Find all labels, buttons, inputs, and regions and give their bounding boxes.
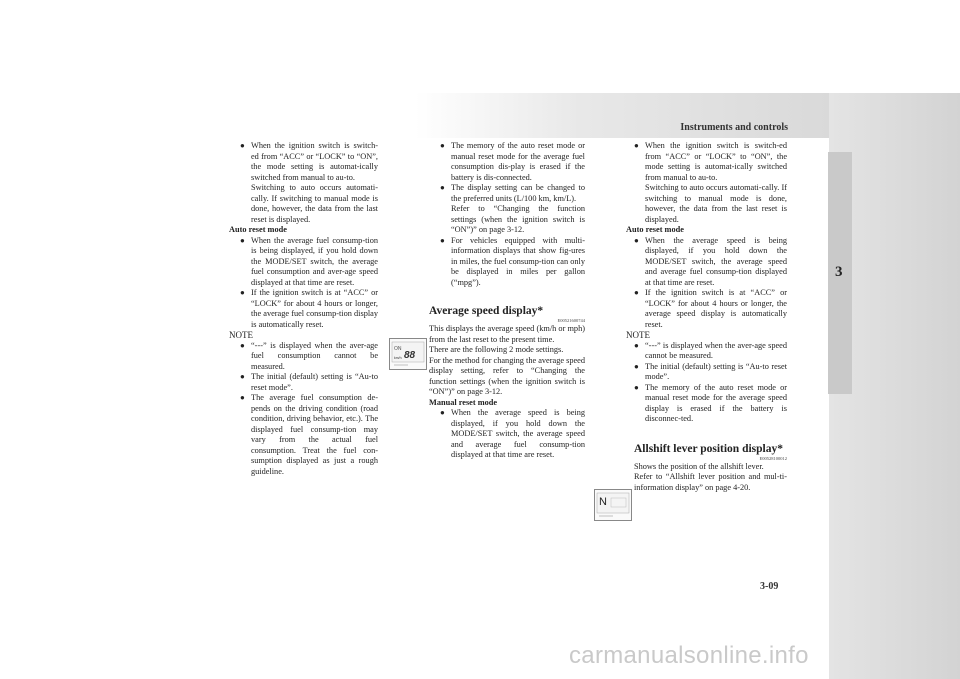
section-average-speed xyxy=(429,305,585,324)
bullet-auto-reset-speed-2: ● If the ignition switch is at “ACC” or “LOCK” for about 4 hours or longer, the average speed display is automatically reset. xyxy=(634,288,787,330)
bullet-memory-erase: ● The memory of the auto reset mode or manual reset mode for the average fuel consumption dis-play is erased if the battery is dis-connected. xyxy=(440,141,585,183)
paragraph-switch-auto: Switching to auto occurs automati-cally. If switching to manual mode is done, however, the data from the last reset is displayed. xyxy=(251,183,378,224)
watermark: carmanualsonline.info xyxy=(569,642,809,669)
icon-unit-text: km/h xyxy=(394,356,402,360)
average-speed-display-icon xyxy=(389,338,427,370)
note-speed-bullet-2: ● The initial (default) setting is “Au-to reset mode”. xyxy=(634,362,787,383)
chapter-tab-number: 3 xyxy=(835,264,843,280)
running-header: Instruments and controls xyxy=(680,122,788,133)
section-code-allshift: E00528100012 xyxy=(759,455,787,461)
heading-manual-reset: Manual reset mode xyxy=(429,397,498,407)
bullet-ignition-switch-speed: ● When the ignition switch is switch-ed from “ACC” or “LOCK” to “ON”, the mode setting is automat-ically switched from manual to au-to. xyxy=(634,141,787,183)
column-1 xyxy=(229,141,378,477)
section-allshift xyxy=(634,443,787,462)
paragraph-refer-settings: Refer to “Changing the function settings (when the ignition switch is “ON”)” on page 3-12. xyxy=(451,204,585,234)
note-heading: NOTE xyxy=(229,330,253,340)
section-title-allshift: Allshift lever position display* xyxy=(634,442,783,455)
note-bullet-3: ● The average fuel consumption de-pends on the driving condition (road condition, driving behavior, etc.). The displayed fuel consump-tion may vary from the actual fuel consumption. Treat the fuel con-sumption displayed as just a rough guideline. xyxy=(240,393,378,477)
paragraph-allshift-refer: Refer to “Allshift lever position and mul-ti-information display” on page 4-20. xyxy=(634,472,787,492)
heading-auto-reset: Auto reset mode xyxy=(229,225,287,234)
note-heading-speed: NOTE xyxy=(626,330,650,340)
allshift-lever-display-icon xyxy=(594,489,632,521)
section-title-average-speed: Average speed display* xyxy=(429,305,544,317)
bullet-auto-reset-speed-1: ● When the average speed is being displayed, if you hold down the MODE/SET switch, the average speed and average fuel consump-tion displayed at that time are reset. xyxy=(634,236,787,289)
section-code: E00521600744 xyxy=(557,318,585,323)
icon-big-text: 88 xyxy=(404,350,416,361)
bullet-miles: ● For vehicles equipped with multi-information displays that show fig-ures in miles, the fuel consump-tion can only be displayed in miles per gallon (“mpg”). xyxy=(440,236,585,289)
page-number: 3-09 xyxy=(760,581,779,592)
icon-side-text: ON xyxy=(394,346,402,352)
paragraph-average-speed-intro: This displays the average speed (km/h or mph) from the last reset to the present time. xyxy=(429,324,585,344)
bullet-ignition-switch: ● When the ignition switch is switch- ed from “ACC” or “LOCK” to “ON”, the mode setting is automat-ically switched from manual to au-to. xyxy=(240,141,378,183)
bullet-manual-reset: ● When the average speed is being displayed, if you hold down the MODE/SET switch, the average speed and average fuel consump-tion displayed at that time are reset. xyxy=(440,408,585,461)
paragraph-mode-settings: There are the following 2 mode settings. xyxy=(429,345,564,354)
paragraph-changing-method: For the method for changing the average speed display setting, refer to “Changing the function settings (when the ignition switch is “ON”)” on page 3-12. xyxy=(429,355,585,396)
note-speed-bullet-3: ● The memory of the auto reset mode or manual reset mode for the average speed display is erased if the battery is disconnec-ted. xyxy=(634,383,787,425)
note-speed-bullet-1: ● “---” is displayed when the aver-age speed cannot be measured. xyxy=(634,341,787,362)
note-bullet-1: ● “---” is displayed when the aver-age fuel consumption cannot be measured. xyxy=(240,341,378,373)
icon-gear-letter: N xyxy=(599,496,607,508)
heading-auto-reset-speed: Auto reset mode xyxy=(626,225,684,234)
bullet-auto-reset-1: ● When the average fuel consump-tion is being displayed, if you hold down the MODE/SET switch, the average fuel consumption and aver-age speed displayed at that time are reset. xyxy=(240,236,378,289)
note-bullet-2: ● The initial (default) setting is “Au-to reset mode”. xyxy=(240,372,378,393)
bullet-display-units: ● The display setting can be changed to the preferred units (L/100 km, km/L). xyxy=(440,183,585,204)
column-3 xyxy=(626,141,787,493)
paragraph-allshift-shows: Shows the position of the allshift lever. xyxy=(634,461,764,471)
column-2 xyxy=(429,141,585,461)
bullet-auto-reset-2: ● If the ignition switch is at “ACC” or “LOCK” for about 4 hours or longer, the average fuel consump-tion display is automatically reset. xyxy=(240,288,378,330)
paragraph-switch-auto-speed: Switching to auto occurs automati-cally. If switching to manual mode is done, however, the data from the last reset is displayed. xyxy=(645,183,787,224)
